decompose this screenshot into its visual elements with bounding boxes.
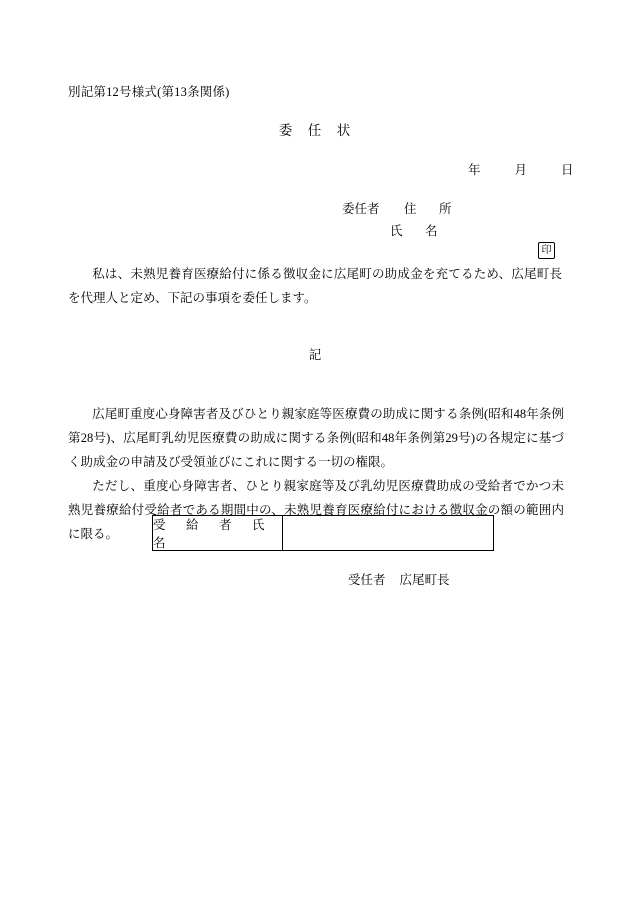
- seal-icon: 印: [538, 242, 555, 259]
- entruster-block: [342, 198, 552, 256]
- trustee-label: 受任者: [348, 573, 386, 587]
- paragraph-intro-text: 私は、未熟児養育医療給付に係る徴収金に広尾町の助成金を充てるため、広尾町長を代理人と定め、下記の事項を委任します。: [68, 267, 562, 305]
- date-month-label: 月: [514, 163, 528, 177]
- recipient-name-field[interactable]: [283, 516, 493, 550]
- recipient-name-label: 受 給 者 氏 名: [153, 518, 286, 550]
- date-day-label: 日: [561, 163, 574, 177]
- ki-heading: 記: [308, 348, 322, 362]
- entruster-role-label: 委任者: [342, 202, 380, 216]
- paragraph-intro: [68, 262, 562, 310]
- recipient-name-table: [152, 515, 494, 551]
- date-year-label: 年: [468, 163, 481, 177]
- entruster-address-label: 住 所: [404, 202, 457, 216]
- entruster-address-row: [342, 198, 457, 220]
- paragraph-scope-text: 広尾町重度心身障害者及びひとり親家庭等医療費の助成に関する条例(昭和48年条例第28号)、広尾町乳幼児医療費の助成に関する条例(昭和48年条例第29号)の各規定に基づく助成金の申請及び受領並びにこれに関する一切の権限。: [68, 407, 564, 469]
- form-number: 別記第12号様式(第13条関係): [68, 85, 230, 99]
- entruster-name-row: [342, 220, 552, 256]
- paragraph-limit-text: ただし、重度心身障害者、ひとり親家庭等及び乳幼児医療費助成の受給者でかつ未熟児養療給付受給者である期間中の、未熟児養育医療給付における徴収金の額の範囲内に限る。: [68, 479, 564, 541]
- trustee-name: 広尾町長: [399, 573, 450, 587]
- entruster-name-label: 氏 名: [390, 224, 443, 238]
- trustee-line: [348, 570, 450, 588]
- paragraph-scope: [68, 402, 564, 474]
- document-title: 委 任 状: [278, 123, 352, 138]
